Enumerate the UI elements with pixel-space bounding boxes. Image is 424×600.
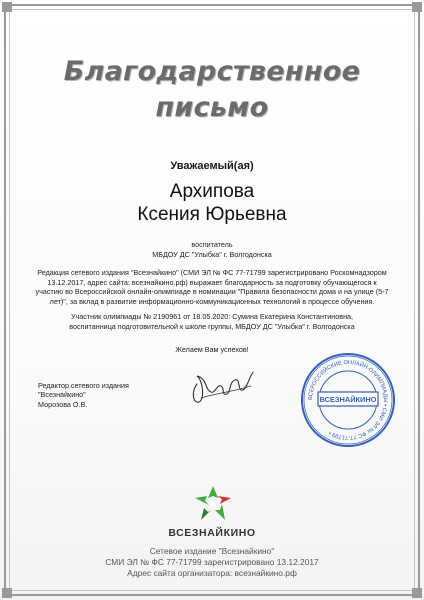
editor-name: Морозова О.В. [38, 399, 88, 409]
title-line-1: Благодарственное [63, 56, 361, 87]
gratitude-paragraph: Редакция сетевого издания "Всезнайкино" (СМИ ЭЛ № ФС 77-71799 зарегистрировано Роскомнадзором 13.12.2017, адрес сайта: всезнайкино.рф) выражает благодарность за подготовку обучающегося к участию во Всероссийской онлайн-олимпиаде в номинации "Правила безопасности дома и на улице (5-7 лет)", за вклад в развитие информационно-коммуникационных технологий в процессе обучения. [35, 268, 389, 306]
recipient-organization: МБДОУ ДС "Улыбка" г. Волгодонска [152, 250, 272, 259]
corner-ornament [2, 588, 12, 598]
signature-image [183, 362, 263, 408]
brand-logo-text: ВСЕЗНАЙКИНО [168, 527, 256, 539]
participant-info [34, 312, 390, 331]
salutation: Уважаемый(ая) [170, 160, 254, 172]
editor-title: Редактор сетевого издания [38, 381, 129, 390]
recipient-surname: Архипова [169, 181, 255, 202]
recipient-position: воспитатель [191, 240, 233, 249]
participant-line-2: воспитанница подготовительной к школе группы, МБДОУ ДС "Улыбка" г. Волгодонска [69, 321, 355, 331]
stamp-ring-text: ВСЕРОССИЙСКИЕ ОНЛАЙН-ОЛИМПИАДЫ • СМИ ЭЛ № ФС 77-71799 • [307, 359, 389, 441]
editor-block [38, 381, 129, 409]
participant-line-1: Участник олимпиады № 2190961 от 18.05.2020: Сумина Екатерина Константиновна, [70, 312, 354, 321]
wish-text: Желаем Вам успехов! [175, 345, 249, 354]
official-stamp [300, 352, 396, 448]
footer-publication: Сетевое издание "Всезнайкино" [149, 546, 275, 556]
footer-registration: СМИ ЭЛ № ФС 77-71799 зарегистрировано 13.12.2017 [105, 557, 319, 567]
stamp-center-text: ВСЕЗНАЙКИНО [319, 395, 377, 404]
star-logo-icon [191, 484, 235, 524]
editor-publication: "Всезнайкино" [38, 390, 86, 400]
footer-site-address: Адрес сайта организатора: всезнайкино.рф [127, 568, 297, 578]
title-line-2: письмо [155, 92, 269, 123]
corner-ornament [412, 2, 422, 12]
recipient-given-names: Ксения Юрьевна [137, 204, 287, 225]
corner-ornament [2, 2, 12, 12]
corner-ornament [412, 588, 422, 598]
